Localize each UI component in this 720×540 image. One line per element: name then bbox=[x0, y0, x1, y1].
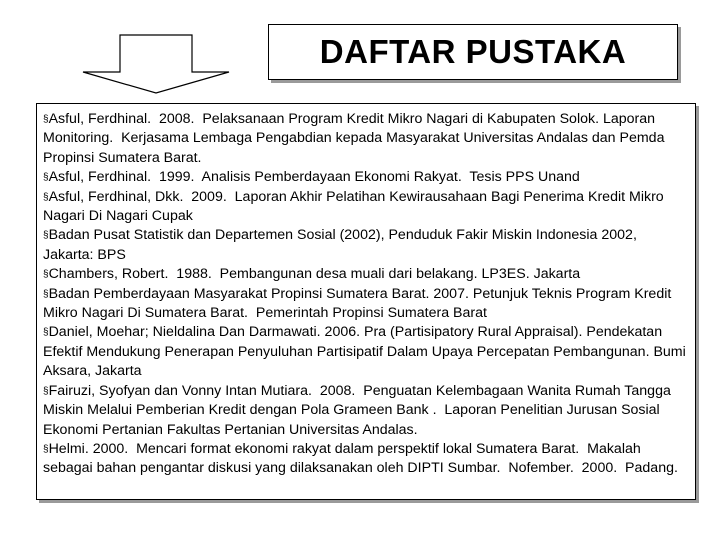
reference-item bbox=[43, 440, 691, 479]
reference-text: Badan Pemberdayaan Masyarakat Propinsi Sumatera Barat. 2007. Petunjuk Teknis Program Kredit Mikro Nagari Di Sumatera Barat. Pemerintah Propinsi Sumatera Barat bbox=[43, 285, 676, 322]
reference-text: Fairuzi, Syofyan dan Vonny Intan Mutiara. 2008. Penguatan Kelembagaan Wanita Rumah Tangga Miskin Melalui Pemberian Kredit dengan Pola Grameen Bank . Laporan Penelitian Jurusan Sosial Ekonomi Pertanian Fakultas Pertanian Universitas Andalas. bbox=[43, 382, 675, 438]
bullet-icon: § bbox=[43, 327, 49, 339]
page-title: DAFTAR PUSTAKA bbox=[319, 33, 627, 70]
bullet-icon: § bbox=[43, 385, 49, 397]
reference-item bbox=[43, 168, 691, 187]
bullet-icon: § bbox=[43, 288, 49, 300]
bullet-icon: § bbox=[43, 114, 49, 125]
reference-item bbox=[43, 188, 691, 227]
bullet-icon: § bbox=[43, 443, 49, 455]
reference-box bbox=[36, 103, 696, 500]
reference-item bbox=[43, 382, 691, 440]
down-arrow-icon bbox=[80, 34, 232, 94]
reference-item bbox=[43, 285, 691, 324]
reference-text: Daniel, Moehar; Nieldalina Dan Darmawati. 2006. Pra (Partisipatory Rural Appraisal). Pendekatan Efektif Mendukung Penerapan Penyuluhan Partisipatif Dalam Upaya Percepatan Pembangunan. Bumi Aksara, Jakarta bbox=[43, 324, 689, 380]
bullet-icon: § bbox=[43, 269, 49, 281]
reference-text: Asful, Ferdhinal. 2008. Pelaksanaan Program Kredit Mikro Nagari di Kabupaten Solok. Laporan Monitoring. Kerjasama Lembaga Pengabdian kepada Masyarakat Universitas Andalas dan Pemda Propinsi Sumatera Barat. bbox=[43, 111, 669, 166]
reference-item bbox=[43, 265, 691, 284]
bullet-icon: § bbox=[43, 191, 49, 203]
bullet-icon: § bbox=[43, 172, 49, 184]
bullet-icon: § bbox=[43, 230, 49, 242]
reference-text: Asful, Ferdhinal, Dkk. 2009. Laporan Akhir Pelatihan Kewirausahaan Bagi Penerima Kredit Mikro Nagari Di Nagari Cupak bbox=[43, 188, 668, 225]
reference-text: Chambers, Robert. 1988. Pembangunan desa muali dari belakang. LP3ES. Jakarta bbox=[48, 266, 581, 283]
reference-text: Asful, Ferdhinal. 1999. Analisis Pemberdayaan Ekonomi Rakyat. Tesis PPS Unand bbox=[48, 169, 580, 186]
reference-text: Badan Pusat Statistik dan Departemen Sosial (2002), Penduduk Fakir Miskin Indonesia 2002, Jakarta: BPS bbox=[43, 227, 641, 263]
reference-item bbox=[43, 226, 691, 265]
reference-item bbox=[43, 323, 691, 381]
reference-item bbox=[43, 110, 691, 168]
reference-text: Helmi. 2000. Mencari format ekonomi rakyat dalam perspektif lokal Sumatera Barat. Makalah sebagai bahan pengantar diskusi yang dilaksanakan oleh DIPTI Sumbar. Nofember. 2000. Padang. bbox=[43, 440, 678, 477]
title-box bbox=[268, 24, 678, 80]
reference-list bbox=[43, 110, 691, 479]
